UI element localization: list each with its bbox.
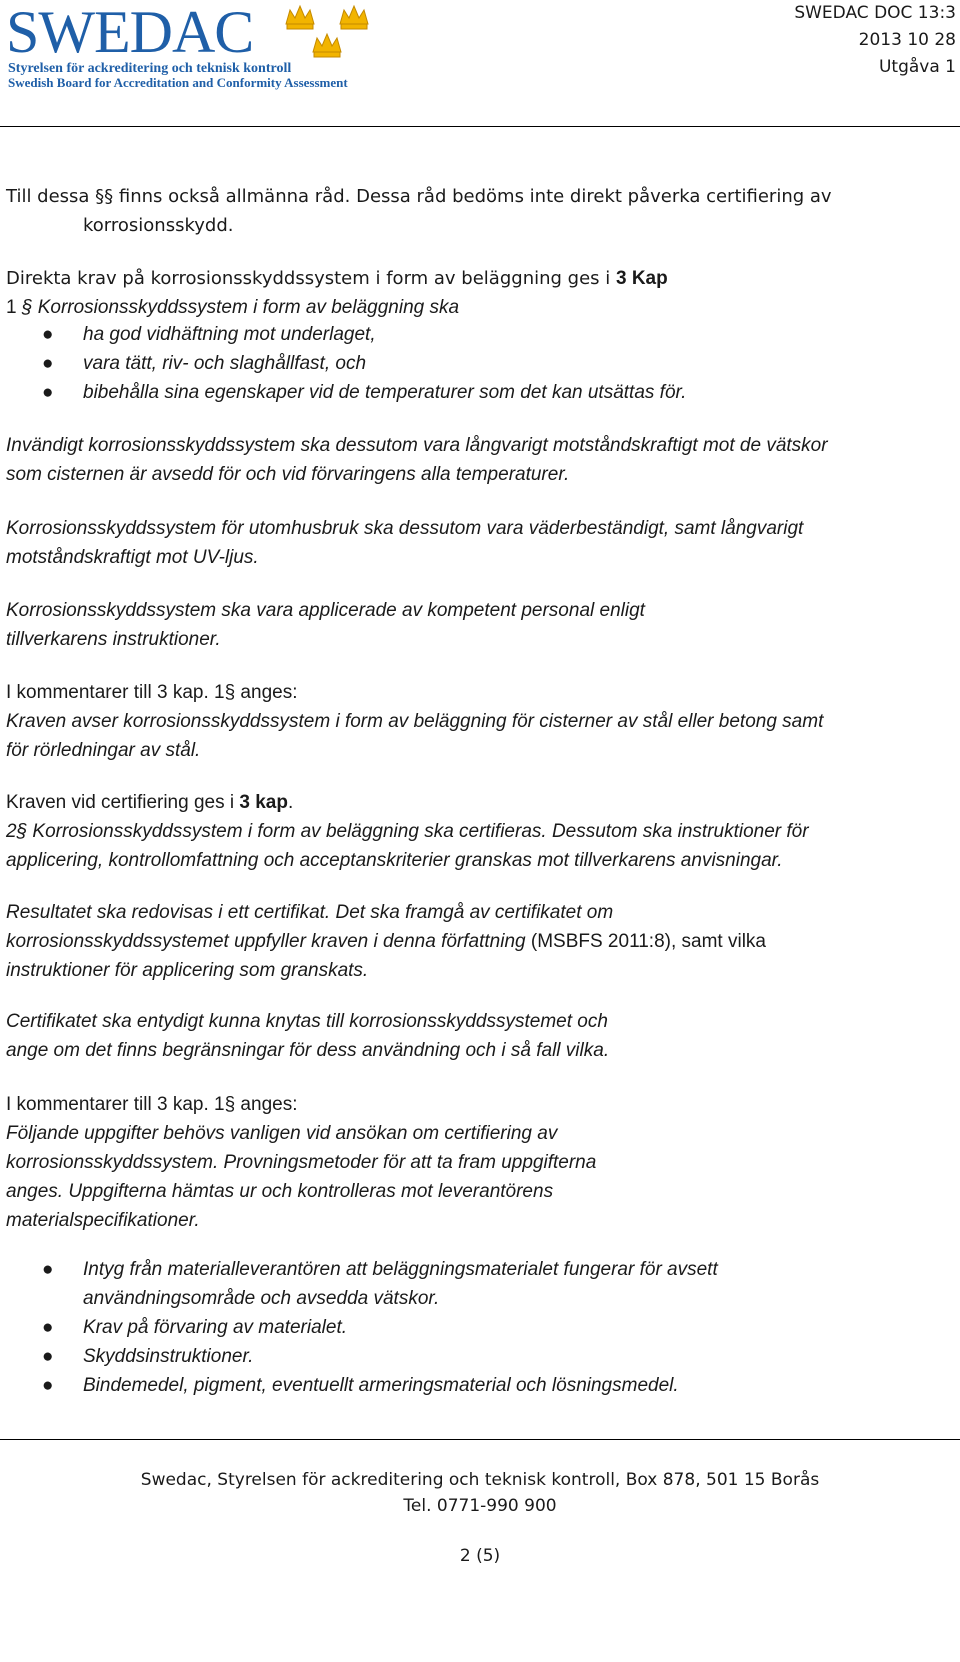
- list-item-text: användningsområde och avsedda vätskor.: [83, 1288, 440, 1309]
- text-line: korrosionsskydd.: [83, 215, 234, 236]
- application-data-list: [6, 1255, 956, 1400]
- bullet-icon: ●: [42, 1375, 54, 1396]
- text-line: anges. Uppgifterna hämtas ur och kontrolleras mot leverantörens: [6, 1181, 554, 1202]
- chapter-reference: 3 kap: [239, 792, 288, 813]
- text-line: för rörledningar av stål.: [6, 740, 201, 761]
- paragraph-general-advice: [6, 182, 956, 240]
- text-span: 1: [6, 297, 22, 318]
- bullet-icon: ●: [42, 1317, 54, 1338]
- list-item: [6, 349, 956, 378]
- list-item: [6, 320, 956, 349]
- text-line: Följande uppgifter behövs vanligen vid ansökan om certifiering av: [6, 1123, 558, 1144]
- swedac-logo: [4, 0, 384, 96]
- text-span: Direkta krav på korrosionsskyddssystem i form av beläggning ges i: [6, 268, 616, 289]
- paragraph-comments-2: [6, 1090, 956, 1235]
- text-line: [6, 293, 956, 322]
- text-line: som cisternen är avsedd för och vid förvaringens alla temperaturer.: [6, 464, 570, 485]
- list-item-text: bibehålla sina egenskaper vid de temperaturer som det kan utsättas för.: [83, 382, 687, 403]
- list-item-text: vara tätt, riv- och slaghållfast, och: [83, 353, 367, 374]
- text-line: korrosionsskyddssystem. Provningsmetoder för att ta fram uppgifterna: [6, 1152, 597, 1173]
- bullet-icon: ●: [42, 382, 54, 403]
- text-span: .: [287, 792, 294, 813]
- paragraph-certificate-result: [6, 898, 956, 985]
- paragraph-comments-1: [6, 678, 956, 765]
- paragraph-application: [6, 596, 956, 654]
- bullet-icon: ●: [42, 353, 54, 374]
- list-item: [6, 1371, 956, 1400]
- text-line: Till dessa §§ finns också allmänna råd. Dessa råd bedöms inte direkt påverka certifiering av: [6, 186, 832, 207]
- page-number: 2 (5): [459, 1546, 501, 1566]
- text-line: Korrosionsskyddssystem ska vara applicerade av kompetent personal enligt: [6, 600, 645, 621]
- list-item-text: Krav på förvaring av materialet.: [83, 1317, 348, 1338]
- list-item-text: Skyddsinstruktioner.: [83, 1346, 254, 1367]
- text-line: tillverkarens instruktioner.: [6, 629, 221, 650]
- list-item: [6, 378, 956, 407]
- paragraph-internal-system: [6, 431, 956, 489]
- text-line: [6, 927, 956, 956]
- header-divider: [0, 126, 960, 127]
- paragraph-outdoor-system: [6, 514, 956, 572]
- text-line: 2§ Korrosionsskyddssystem i form av beläggning ska certifieras. Dessutom ska instruktioner för: [6, 821, 809, 842]
- text-line: motståndskraftigt mot UV-ljus.: [6, 547, 259, 568]
- text-line: ange om det finns begränsningar för dess användning och i så fall vilka.: [6, 1040, 610, 1061]
- list-item: [6, 1342, 956, 1371]
- text-line: materialspecifikationer.: [6, 1210, 200, 1231]
- paragraph-certification-requirements: [6, 788, 956, 875]
- paragraph-direct-requirements: [6, 264, 956, 322]
- requirements-list: [6, 320, 956, 407]
- three-crowns-icon: [286, 6, 368, 57]
- text-span: Kraven vid certifiering ges i: [6, 792, 240, 813]
- chapter-reference: 3 Kap: [615, 268, 668, 289]
- list-item-text: Intyg från materialleverantören att beläggningsmaterialet fungerar för avsett: [83, 1259, 718, 1280]
- bullet-icon: ●: [42, 324, 54, 345]
- document-meta: [794, 0, 956, 81]
- document-edition: Utgåva 1: [878, 57, 956, 77]
- text-line: Resultatet ska redovisas i ett certifikat. Det ska framgå av certifikatet om: [6, 902, 614, 923]
- text-span: § Korrosionsskyddssystem i form av beläggning ska: [21, 297, 460, 318]
- text-line: I kommentarer till 3 kap. 1§ anges:: [6, 1094, 298, 1115]
- footer-line: Swedac, Styrelsen för ackreditering och teknisk kontroll, Box 878, 501 15 Borås: [140, 1470, 820, 1490]
- logo-subtitle-english: Swedish Board for Accreditation and Conformity Assessment: [8, 75, 348, 90]
- text-line: [6, 788, 956, 817]
- text-line: Invändigt korrosionsskyddssystem ska dessutom vara långvarigt motståndskraftigt mot de vätskor: [6, 435, 828, 456]
- document-id: SWEDAC DOC 13:3: [794, 3, 956, 23]
- paragraph-certificate-link: [6, 1007, 956, 1065]
- list-item: [6, 1313, 956, 1342]
- footer-divider: [0, 1439, 960, 1440]
- text-line: Certifikatet ska entydigt kunna knytas till korrosionsskyddssystemet och: [6, 1011, 608, 1032]
- text-span: (MSBFS 2011:8), samt vilka: [525, 931, 766, 952]
- bullet-icon: ●: [42, 1346, 54, 1367]
- document-date: 2013 10 28: [858, 30, 956, 50]
- text-line: instruktioner för applicering som granskats.: [6, 960, 369, 981]
- text-span: korrosionsskyddssystemet uppfyller kraven i denna författning: [6, 931, 526, 952]
- text-line: Korrosionsskyddssystem för utomhusbruk ska dessutom vara väderbeständigt, samt långvarigt: [6, 518, 804, 539]
- bullet-icon: ●: [42, 1259, 54, 1280]
- text-line: [6, 264, 956, 293]
- footer-address: [0, 1467, 960, 1519]
- logo-subtitle-swedish: Styrelsen för ackreditering och teknisk kontroll: [8, 61, 292, 76]
- list-item: [6, 1255, 956, 1313]
- text-line: applicering, kontrollomfattning och acceptanskriterier granskas mot tillverkarens anvisningar.: [6, 850, 783, 871]
- footer-phone: Tel. 0771-990 900: [403, 1496, 557, 1516]
- text-line: I kommentarer till 3 kap. 1§ anges:: [6, 682, 298, 703]
- logo-wordmark: SWEDAC: [6, 0, 254, 65]
- text-line: Kraven avser korrosionsskyddssystem i form av beläggning för cisterner av stål eller betong samt: [6, 711, 824, 732]
- list-item-text: Bindemedel, pigment, eventuellt armeringsmaterial och lösningsmedel.: [83, 1375, 679, 1396]
- list-item-text: ha god vidhäftning mot underlaget,: [83, 324, 376, 345]
